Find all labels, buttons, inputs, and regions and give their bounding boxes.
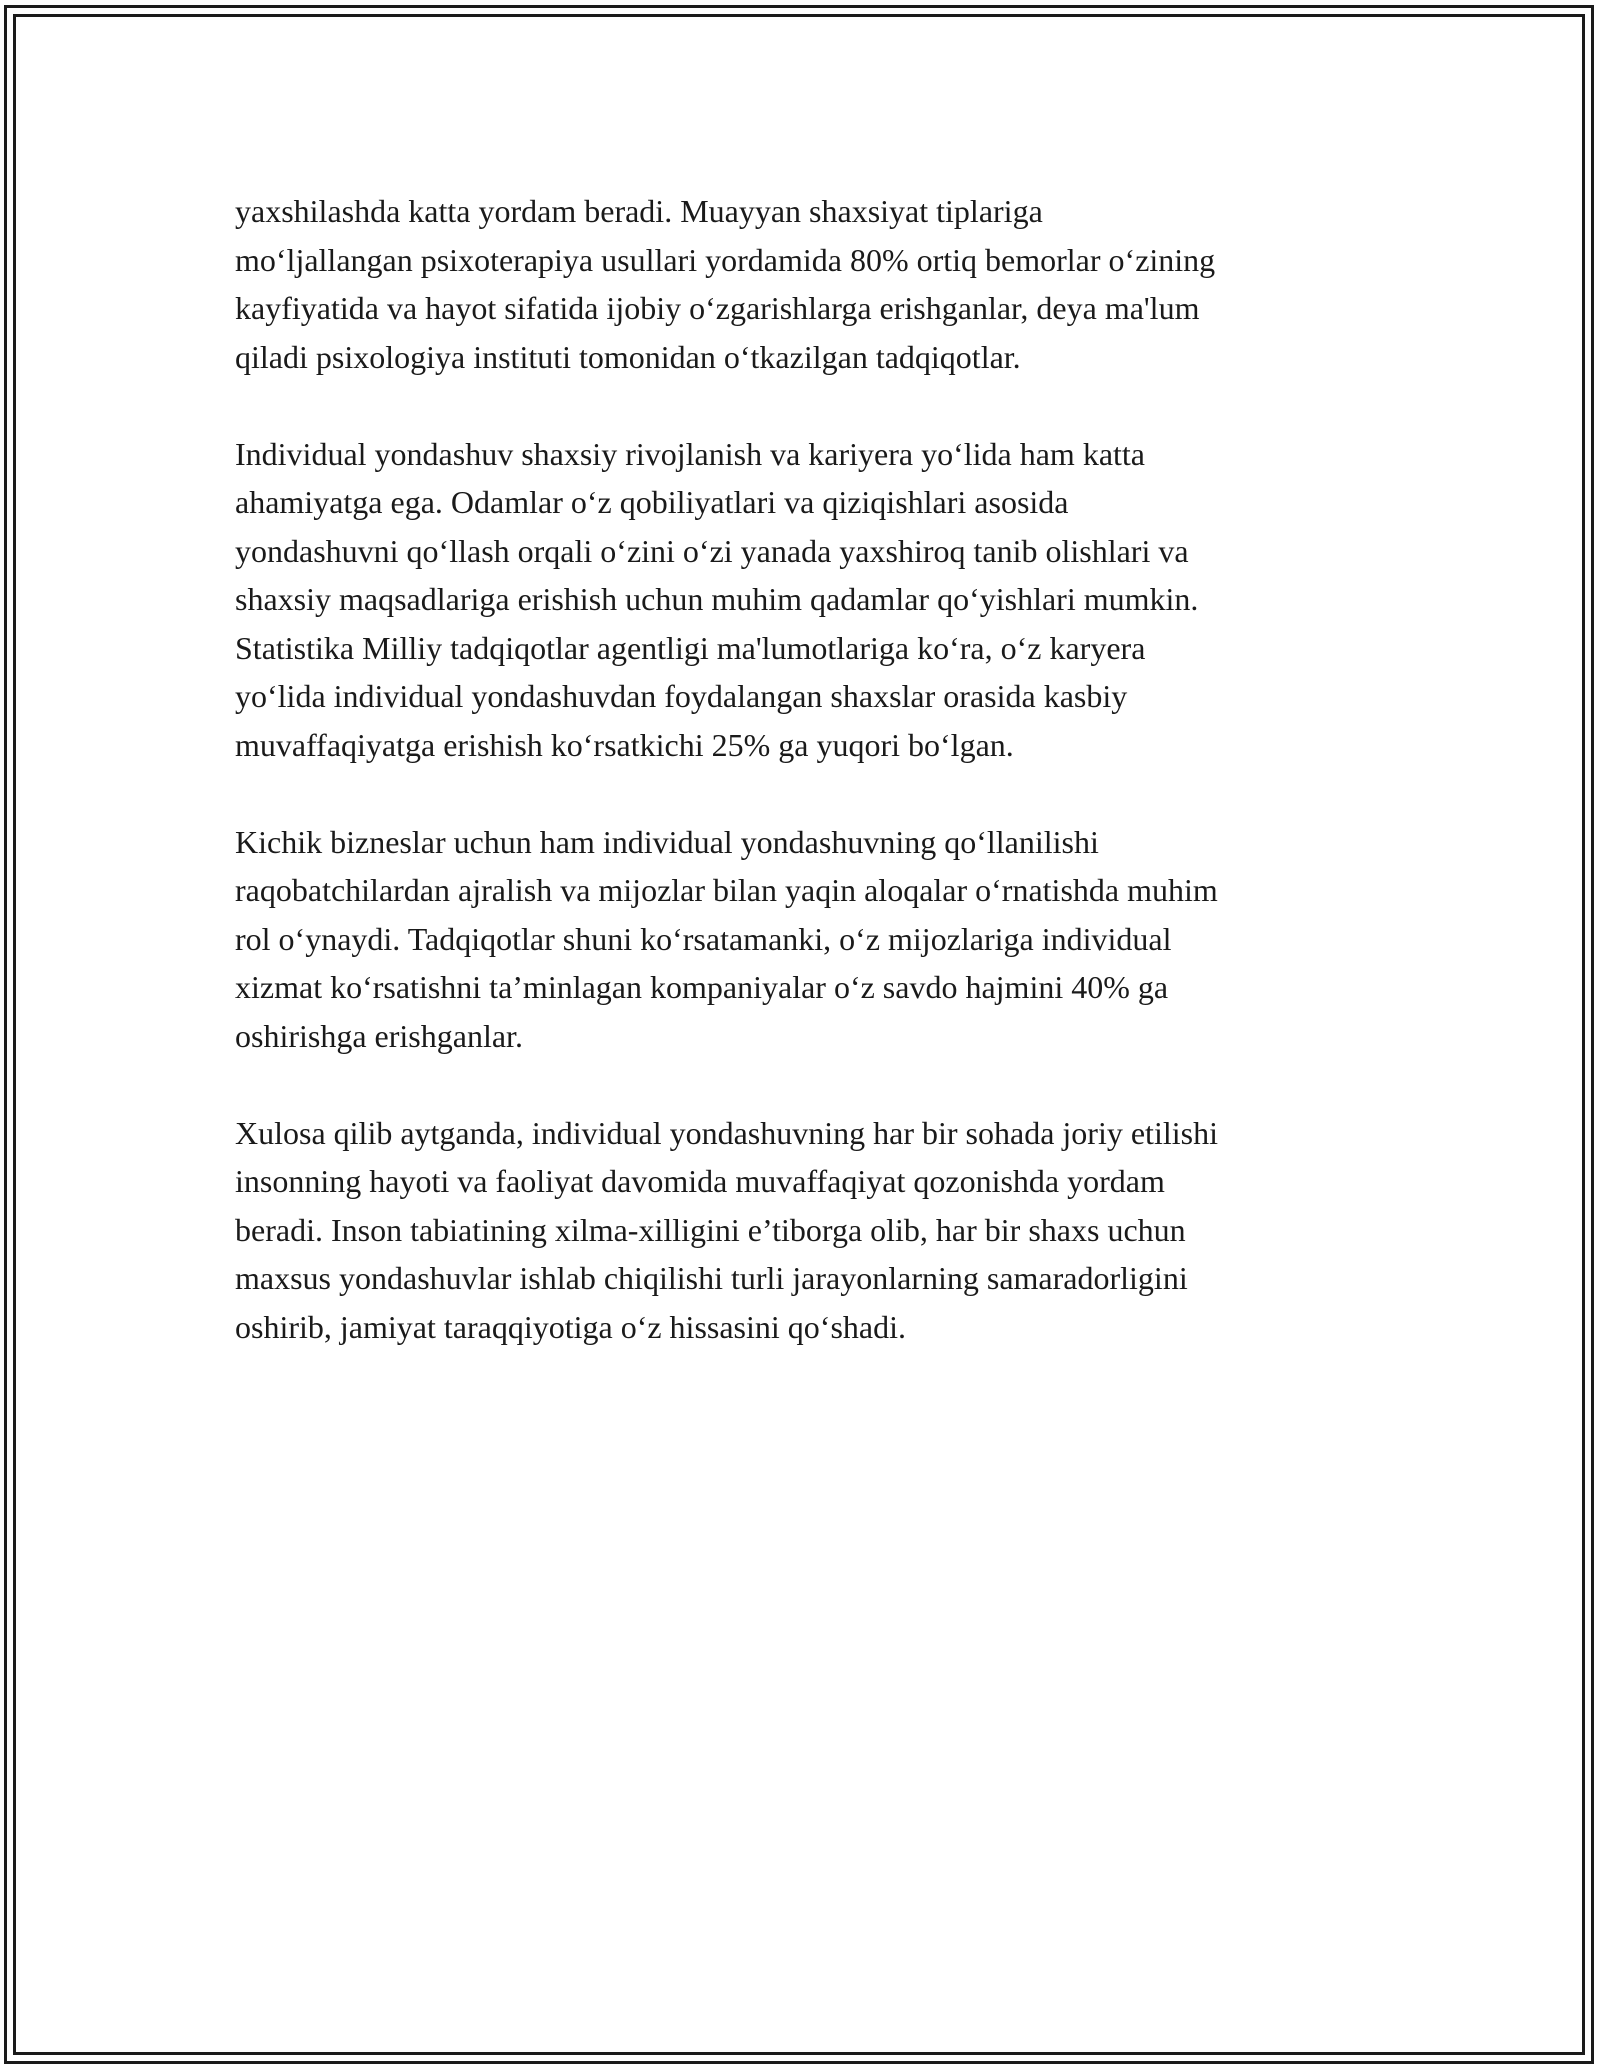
paragraph <box>235 1109 1385 1352</box>
text-line: yondashuvni qo‘llash orqali o‘zini o‘zi yanada yaxshiroq tanib olishlari va <box>235 532 1189 569</box>
text-line: beradi. Inson tabiatining xilma-xilligini e’tiborga olib, har bir shaxs uchun <box>235 1211 1186 1248</box>
text-line: ahamiyatga ega. Odamlar o‘z qobiliyatlari va qiziqishlari asosida <box>235 484 1069 520</box>
text-line: yo‘lida individual yondashuvdan foydalangan shaxslar orasida kasbiy <box>235 678 1128 714</box>
paragraph <box>235 430 1385 770</box>
text-line: rol o‘ynaydi. Tadqiqotlar shuni ko‘rsatamanki, o‘z mijozlariga individual <box>235 920 1172 957</box>
text-line: oshirishga erishganlar. <box>235 1017 523 1054</box>
text-line: shaxsiy maqsadlariga erishish uchun muhim qadamlar qo‘yishlari mumkin. <box>235 581 1199 617</box>
paragraph <box>235 818 1385 1061</box>
text-line: Kichik bizneslar uchun ham individual yondashuvning qo‘llanilishi <box>235 823 1099 860</box>
document-body <box>235 187 1385 1400</box>
text-line: oshirib, jamiyat taraqqiyotiga o‘z hissasini qo‘shadi. <box>235 1308 906 1345</box>
text-line: maxsus yondashuvlar ishlab chiqilishi turli jarayonlarning samaradorligini <box>235 1260 1188 1296</box>
text-line: Xulosa qilib aytganda, individual yondashuvning har bir sohada joriy etilishi <box>235 1114 1218 1151</box>
text-line: mo‘ljallangan psixoterapiya usullari yordamida 80% ortiq bemorlar o‘zining <box>235 241 1216 278</box>
text-line: qiladi psixologiya instituti tomonidan o‘tkazilgan tadqiqotlar. <box>235 338 1021 375</box>
text-line: raqobatchilardan ajralish va mijozlar bilan yaqin aloqalar o‘rnatishda muhim <box>235 872 1218 908</box>
text-line: kayfiyatida va hayot sifatida ijobiy o‘zgarishlarga erishganlar, deya ma'lum <box>235 290 1200 326</box>
text-line: Individual yondashuv shaxsiy rivojlanish va kariyera yo‘lida ham katta <box>235 435 1145 472</box>
text-line: yaxshilashda katta yordam beradi. Muayyan shaxsiyat tiplariga <box>235 193 1043 229</box>
text-line: insonning hayoti va faoliyat davomida muvaffaqiyat qozonishda yordam <box>235 1163 1165 1199</box>
text-line: Statistika Milliy tadqiqotlar agentligi ma'lumotlariga ko‘ra, o‘z karyera <box>235 629 1146 666</box>
text-line: xizmat ko‘rsatishni ta’minlagan kompaniyalar o‘z savdo hajmini 40% ga <box>235 969 1169 1005</box>
text-line: muvaffaqiyatga erishish ko‘rsatkichi 25% ga yuqori bo‘lgan. <box>235 726 1014 763</box>
paragraph <box>235 187 1385 381</box>
